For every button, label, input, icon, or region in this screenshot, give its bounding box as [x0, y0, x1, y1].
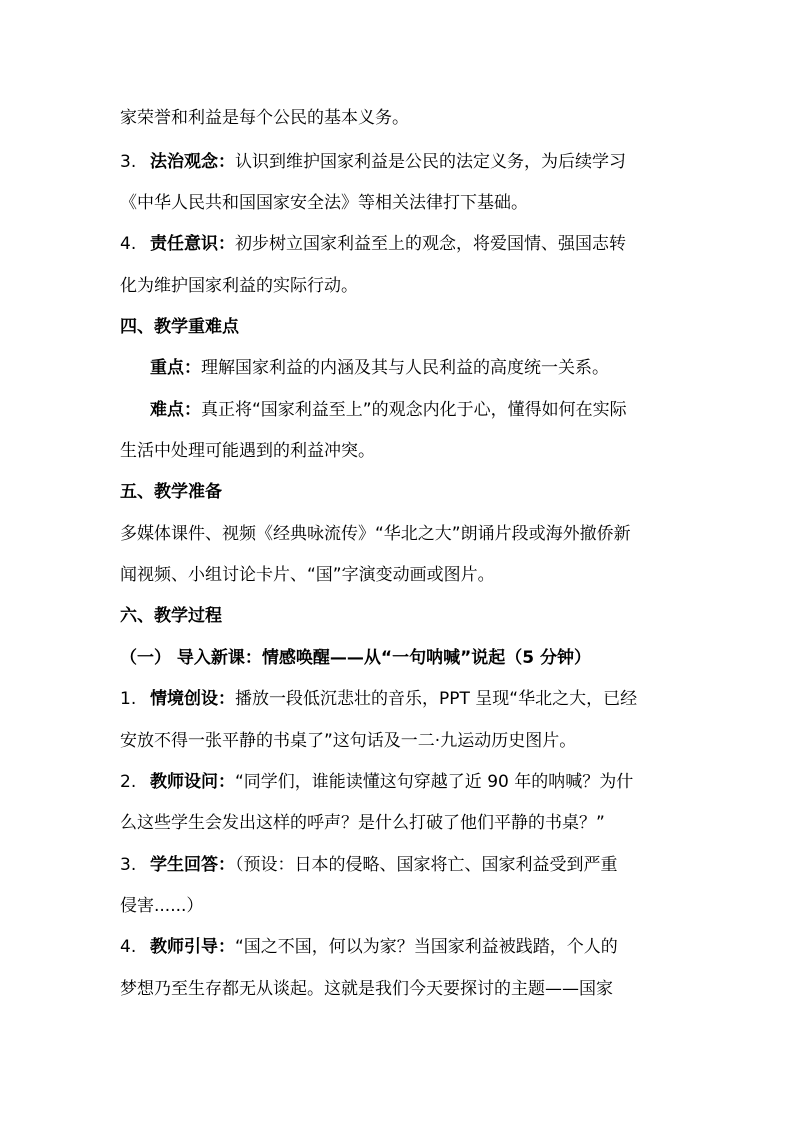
item-heading: 教师引导：	[150, 937, 235, 957]
line-text: 多媒体课件、视频《经典咏流传》“华北之大”朗诵片段或海外撤侨新	[120, 524, 631, 544]
list-item	[120, 689, 680, 709]
list-item	[120, 855, 680, 875]
paragraph-line	[150, 358, 710, 378]
item-heading: 难点：	[150, 400, 201, 420]
list-item	[120, 234, 680, 254]
item-heading: 重点：	[150, 358, 201, 378]
line-text: 化为维护国家利益的实际行动。	[120, 276, 358, 296]
paragraph-line	[120, 896, 680, 916]
section-heading-text: 四、教学重难点	[120, 317, 239, 337]
paragraph-line	[120, 524, 680, 544]
line-text: “同学们，谁能读懂这句穿越了近 90 年的呐喊？为什	[235, 772, 634, 792]
line-text: 侵害......）	[120, 896, 204, 916]
list-item	[120, 937, 680, 957]
line-text: 安放不得一张平静的书桌了”这句话及一二·九运动历史图片。	[120, 731, 577, 751]
section-heading-text: 五、教学准备	[120, 482, 222, 502]
paragraph-line	[120, 565, 680, 585]
line-text: 梦想乃至生存都无从谈起。这就是我们今天要探讨的主题——国家	[120, 979, 613, 999]
item-heading: 学生回答：	[150, 855, 235, 875]
line-text: （预设：日本的侵略、国家将亡、国家利益受到严重	[235, 855, 618, 875]
paragraph-line	[120, 979, 680, 999]
paragraph-line	[120, 276, 680, 296]
line-text: 么这些学生会发出这样的呼声？是什么打破了他们平静的书桌？”	[120, 813, 605, 833]
paragraph-line	[120, 731, 680, 751]
line-text: 闻视频、小组讨论卡片、“国”字演变动画或图片。	[120, 565, 495, 585]
subsection-heading	[120, 648, 680, 668]
item-heading: 教师设问：	[150, 772, 235, 792]
paragraph-line	[120, 813, 680, 833]
list-number: 3.	[120, 152, 137, 172]
line-text: 认识到维护国家利益是公民的法定义务，为后续学习	[235, 152, 626, 172]
line-text: 播放一段低沉悲壮的音乐，PPT 呈现“华北之大，已经	[235, 689, 638, 709]
subsection-heading-text: （一） 导入新课：情感唤醒——从“一句呐喊”说起（5 分钟）	[120, 648, 592, 668]
section-heading	[120, 482, 680, 502]
list-number: 4.	[120, 234, 137, 254]
paragraph-line	[120, 108, 680, 128]
list-number: 1.	[120, 689, 137, 709]
list-number: 4.	[120, 937, 137, 957]
item-heading: 情境创设：	[150, 689, 235, 709]
line-text: 《中华人民共和国国家安全法》等相关法律打下基础。	[120, 193, 528, 213]
list-item	[120, 772, 680, 792]
list-item	[120, 152, 680, 172]
line-text: 初步树立国家利益至上的观念，将爱国情、强国志转	[235, 234, 626, 254]
list-number: 3.	[120, 855, 137, 875]
line-text: 家荣誉和利益是每个公民的基本义务。	[120, 108, 409, 128]
item-heading: 责任意识：	[150, 234, 235, 254]
item-heading: 法治观念：	[150, 152, 235, 172]
line-text: 理解国家利益的内涵及其与人民利益的高度统一关系。	[201, 358, 609, 378]
paragraph-line	[120, 193, 680, 213]
section-heading	[120, 606, 680, 626]
section-heading	[120, 317, 680, 337]
line-text: 真正将“国家利益至上”的观念内化于心，懂得如何在实际	[201, 400, 627, 420]
list-number: 2.	[120, 772, 137, 792]
line-text: “国之不国，何以为家？当国家利益被践踏，个人的	[235, 937, 618, 957]
paragraph-line	[120, 441, 680, 461]
paragraph-line	[150, 400, 710, 420]
section-heading-text: 六、教学过程	[120, 606, 222, 626]
line-text: 生活中处理可能遇到的利益冲突。	[120, 441, 375, 461]
